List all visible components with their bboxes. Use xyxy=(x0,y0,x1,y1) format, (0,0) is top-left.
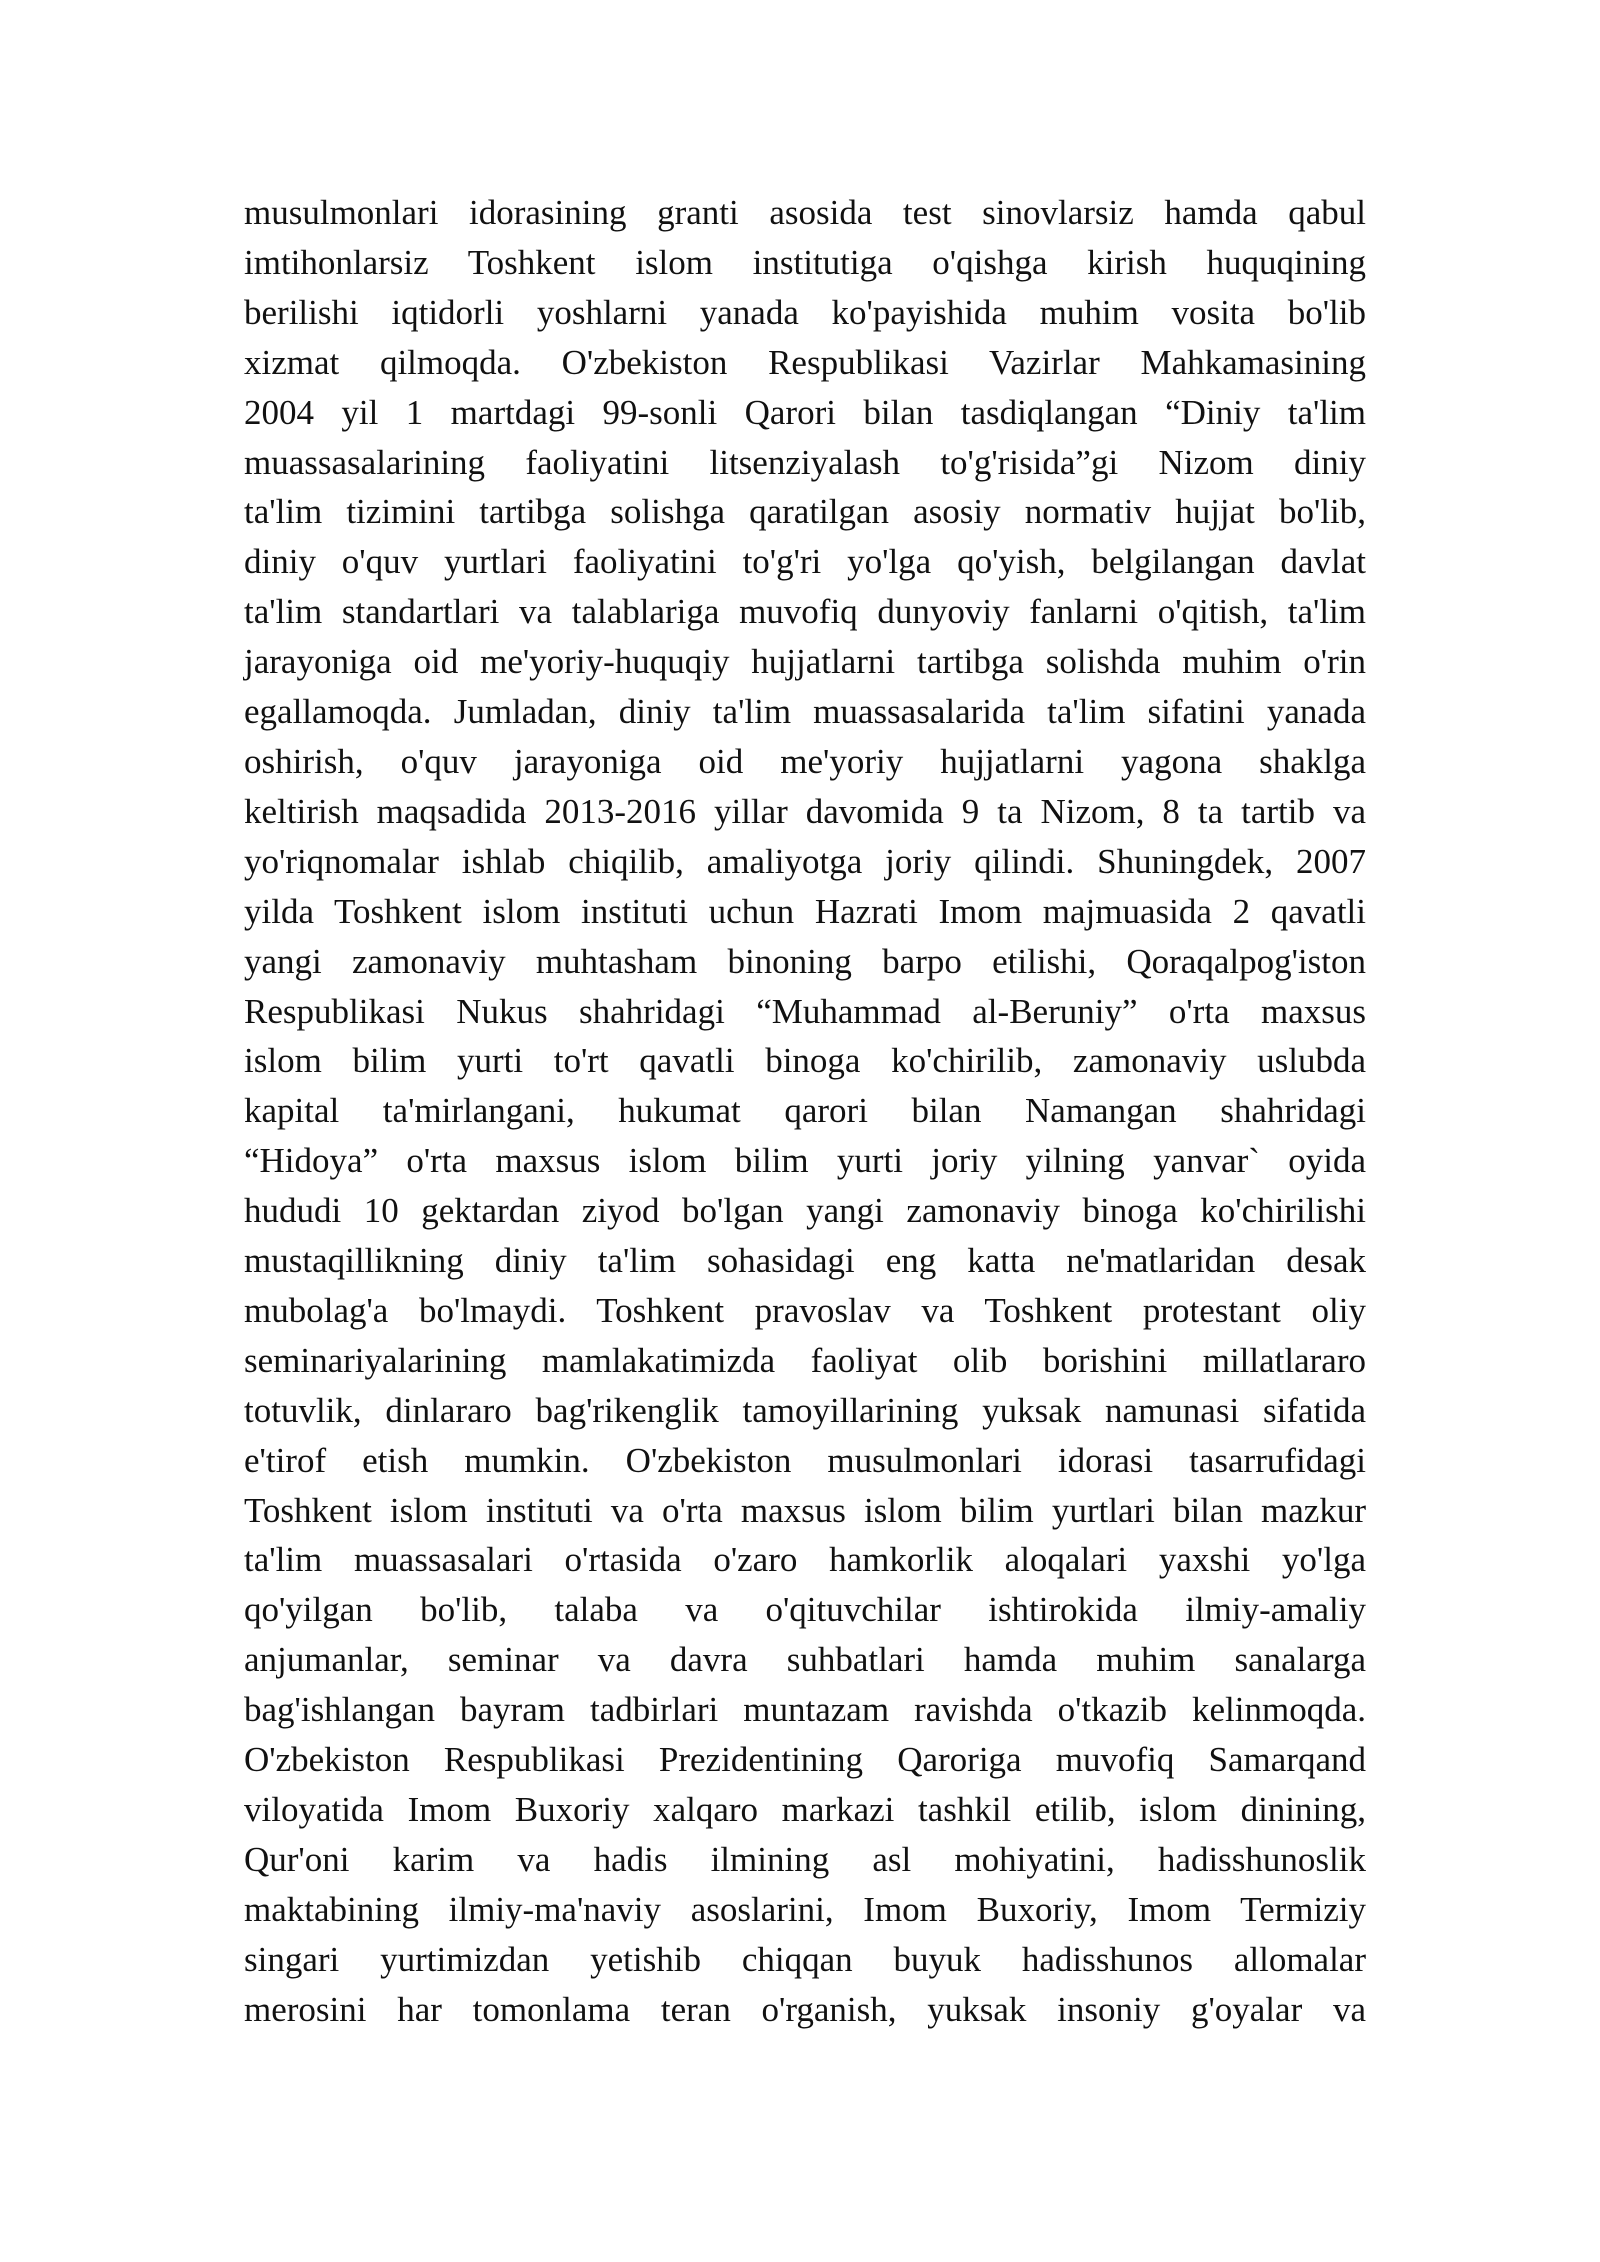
text-line: viloyatida Imom Buxoriy xalqaro markazi tashkil etilib, islom dinining, xyxy=(244,1790,1366,1829)
text-line: oshirish, o'quv jarayoniga oid me'yoriy hujjatlarni yagona shaklga xyxy=(244,741,1366,781)
text-line: “Hidoya” o'rta maxsus islom bilim yurti joriy yilning yanvar` oyida xyxy=(244,1141,1366,1181)
text-line: Respublikasi Nukus shahridagi “Muhammad al-Beruniy” o'rta maxsus xyxy=(244,991,1366,1031)
text-line: ta'lim standartlari va talablariga muvofiq dunyoviy fanlarni o'qitish, ta'lim xyxy=(244,592,1366,632)
text-line: jarayoniga oid me'yoriy-huquqiy hujjatlarni tartibga solishda muhim o'rin xyxy=(244,642,1366,682)
text-line: imtihonlarsiz Toshkent islom institutiga o'qishga kirish huquqining xyxy=(244,242,1366,282)
text-line: seminariyalarining mamlakatimizda faoliyat olib borishini millatlararo xyxy=(244,1340,1366,1380)
text-line: qo'yilgan bo'lib, talaba va o'qituvchilar ishtirokida ilmiy-amaliy xyxy=(244,1590,1366,1630)
text-line: Qur'oni karim va hadis ilmining asl mohiyatini, hadisshunoslik xyxy=(244,1839,1366,1879)
body-paragraph xyxy=(244,188,1366,2035)
text-line: xizmat qilmoqda. O'zbekiston Respublikasi Vazirlar Mahkamasining xyxy=(244,342,1366,382)
text-line: bag'ishlangan bayram tadbirlari muntazam ravishda o'tkazib kelinmoqda. xyxy=(244,1690,1366,1730)
text-line: ta'lim tizimini tartibga solishga qaratilgan asosiy normativ hujjat bo'lib, xyxy=(244,492,1366,532)
text-line: yangi zamonaviy muhtasham binoning barpo etilishi, Qoraqalpog'iston xyxy=(244,941,1366,981)
text-line: muassasalarining faoliyatini litsenziyalash to'g'risida”gi Nizom diniy xyxy=(244,442,1366,482)
text-line: keltirish maqsadida 2013-2016 yillar davomida 9 ta Nizom, 8 ta tartib va xyxy=(244,791,1366,831)
text-line: mubolag'a bo'lmaydi. Toshkent pravoslav va Toshkent protestant oliy xyxy=(244,1290,1366,1330)
text-line: 2004 yil 1 martdagi 99-sonli Qarori bilan tasdiqlangan “Diniy ta'lim xyxy=(244,392,1366,432)
text-line: ta'lim muassasalari o'rtasida o'zaro hamkorlik aloqalari yaxshi yo'lga xyxy=(244,1540,1366,1580)
text-line: anjumanlar, seminar va davra suhbatlari hamda muhim sanalarga xyxy=(244,1640,1366,1680)
text-line: diniy o'quv yurtlari faoliyatini to'g'ri yo'lga qo'yish, belgilangan davlat xyxy=(244,542,1366,582)
text-line: mustaqillikning diniy ta'lim sohasidagi eng katta ne'matlaridan desak xyxy=(244,1241,1366,1281)
text-line: egallamoqda. Jumladan, diniy ta'lim muassasalarida ta'lim sifatini yanada xyxy=(244,692,1366,732)
text-line: Toshkent islom instituti va o'rta maxsus islom bilim yurtlari bilan mazkur xyxy=(244,1490,1366,1530)
text-line: maktabining ilmiy-ma'naviy asoslarini, Imom Buxoriy, Imom Termiziy xyxy=(244,1889,1366,1929)
text-line: e'tirof etish mumkin. O'zbekiston musulmonlari idorasi tasarrufidagi xyxy=(244,1440,1366,1480)
text-line: singari yurtimizdan yetishib chiqqan buyuk hadisshunos allomalar xyxy=(244,1939,1366,1979)
text-line: yilda Toshkent islom instituti uchun Hazrati Imom majmuasida 2 qavatli xyxy=(244,891,1366,931)
text-line: islom bilim yurti to'rt qavatli binoga ko'chirilib, zamonaviy uslubda xyxy=(244,1041,1366,1081)
text-line: kapital ta'mirlangani, hukumat qarori bilan Namangan shahridagi xyxy=(244,1091,1366,1131)
text-line: hududi 10 gektardan ziyod bo'lgan yangi zamonaviy binoga ko'chirilishi xyxy=(244,1191,1366,1231)
text-line: berilishi iqtidorli yoshlarni yanada ko'payishida muhim vosita bo'lib xyxy=(244,292,1366,332)
text-line: musulmonlari idorasining granti asosida test sinovlarsiz hamda qabul xyxy=(244,193,1366,232)
text-line: merosini har tomonlama teran o'rganish, yuksak insoniy g'oyalar va xyxy=(244,1989,1366,2029)
text-line: totuvlik, dinlararo bag'rikenglik tamoyillarining yuksak namunasi sifatida xyxy=(244,1390,1366,1430)
text-line: O'zbekiston Respublikasi Prezidentining Qaroriga muvofiq Samarqand xyxy=(244,1740,1366,1780)
text-line: yo'riqnomalar ishlab chiqilib, amaliyotga joriy qilindi. Shuningdek, 2007 xyxy=(244,841,1366,881)
